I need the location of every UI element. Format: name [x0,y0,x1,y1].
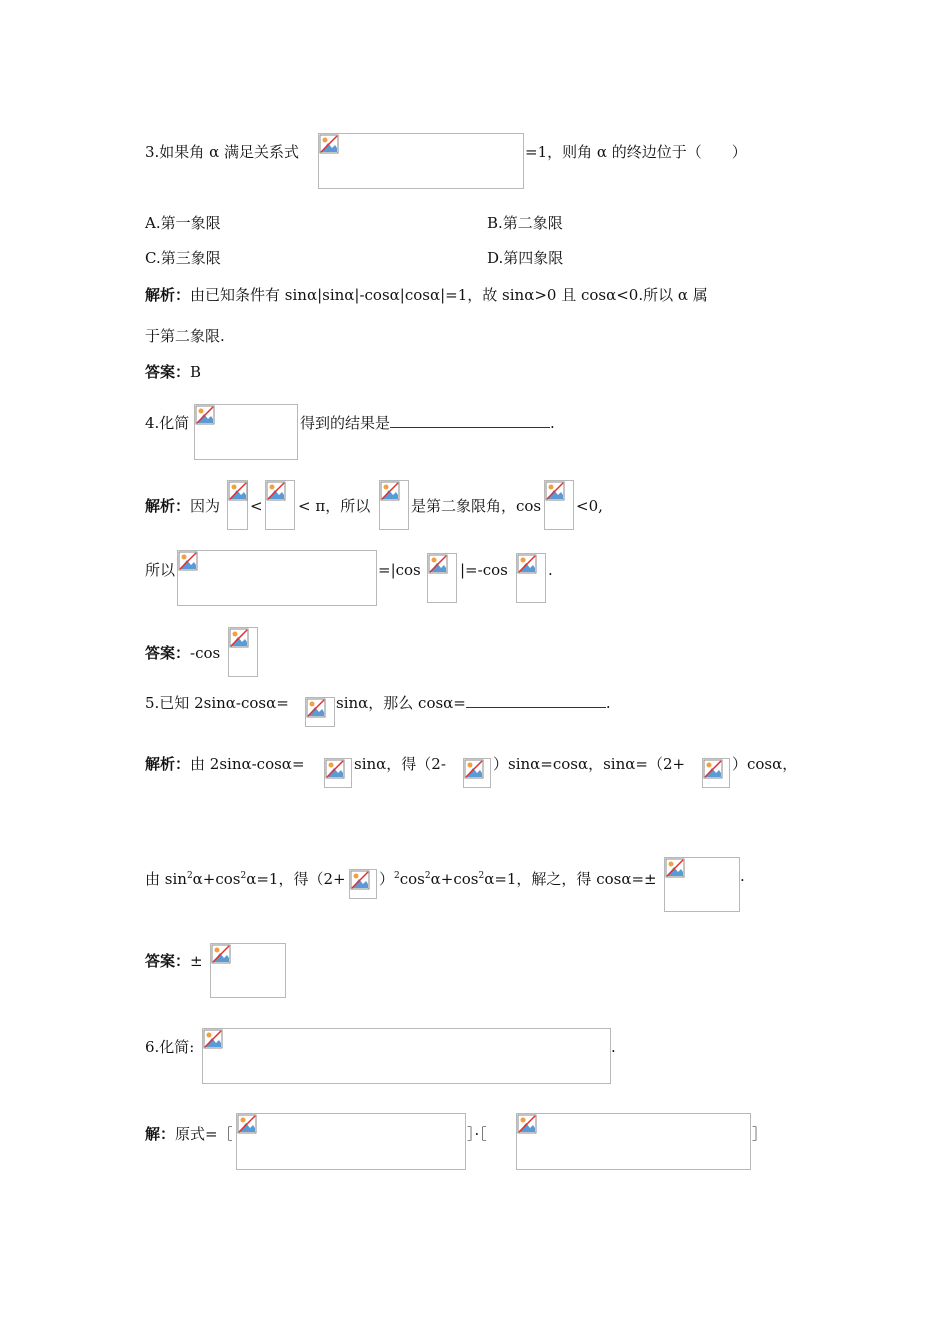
answer-label: 答案： [145,363,191,381]
q6-solution [145,1124,233,1144]
formula-image [318,133,524,189]
exponent: 2 [478,871,485,881]
answer-label: 答案： [145,952,191,970]
analysis-text: <0, [576,497,603,515]
solution-text: 原式=［ [175,1125,233,1143]
analysis-text: |=-cos [460,561,508,579]
q3-stem-a: 3.如果角 α 满足关系式 [145,143,299,161]
analysis-text: 是第二象限角，cos [411,497,542,515]
exponent: 2 [424,871,431,881]
q5-stem-a: 5.已知 2sinα-cosα= [145,694,289,712]
q3-option-d: D.第四象限 [487,249,564,267]
q6-stem: 6.化简: [145,1038,195,1056]
analysis-text: 因为 [190,497,221,515]
q5-analysis-line1 [145,754,305,774]
analysis-label: 解析： [145,755,191,773]
solution-text: ］·［ [467,1125,487,1143]
q6-stem-end: . [611,1038,616,1056]
q5-analysis-line2 [145,866,346,889]
analysis-text: < [250,497,263,515]
analysis-text: α+cos [192,870,241,888]
q5-stem-text: sinα，那么 cosα= [336,694,466,712]
answer-label: 答案： [145,644,191,662]
q3-analysis-line2: 于第二象限. [145,327,225,345]
analysis-text: 所以 [145,561,176,579]
q4-answer [145,643,220,663]
q5-answer [145,951,203,971]
q3-analysis-line1 [145,285,708,305]
answer-value: ± [190,952,203,970]
formula-image [236,1113,466,1170]
analysis-text: . [548,561,553,579]
q3-stem-b: =1，则角 α 的终边位于（ ） [525,143,747,161]
formula-image [202,1028,611,1084]
analysis-text: =|cos [378,561,421,579]
formula-image [177,550,377,606]
q3-option-a: A.第一象限 [145,214,221,232]
formula-image [305,697,335,727]
formula-image [349,869,377,899]
analysis-text: sinα，得（2- [354,755,446,773]
analysis-text: cos [399,870,425,888]
answer-value: B [190,363,202,381]
solution-text: ］ [752,1125,768,1143]
exponent: 2 [240,871,247,881]
formula-image [227,480,248,530]
exponent: 2 [186,871,193,881]
analysis-text: . [740,867,745,885]
answer-value: -cos [190,644,221,662]
q3-option-b: B.第二象限 [487,214,563,232]
analysis-text: ）cosα， [732,755,798,773]
analysis-text: 由 sin [145,870,187,888]
formula-image [265,480,295,530]
q4-stem-text: 得到的结果是 [300,414,391,432]
answer-blank [390,413,550,428]
q5-stem-b [336,693,611,713]
formula-image [516,1113,751,1170]
formula-image [516,553,546,603]
formula-image [210,943,286,998]
solution-label: 解： [145,1125,176,1143]
q4-stem-end: . [550,414,555,432]
formula-image [463,758,491,788]
analysis-text: α=1，解之，得 cosα=± [484,870,657,888]
q4-stem-b [300,413,555,433]
analysis-text: α+cos [430,870,479,888]
analysis-text: ） [379,870,395,888]
answer-blank [466,693,606,708]
exponent: 2 [394,871,400,881]
analysis-text: ）sinα=cosα，sinα=（2+ [493,755,686,773]
q5-stem-end: . [605,694,611,712]
formula-image [427,553,457,603]
q4-stem-a: 4.化简 [145,414,190,432]
analysis-text: 由已知条件有 sinα|sinα|-cosα|cosα|=1，故 sinα>0 且 cosα<0.所以 α 属 [190,286,708,304]
analysis-text: α=1，得（2+ [246,870,346,888]
q5-analysis-line2b [379,866,657,889]
analysis-label: 解析： [145,286,191,304]
formula-image [194,404,298,460]
analysis-text: 由 2sinα-cosα= [190,755,305,773]
q3-answer [145,362,201,382]
q3-option-c: C.第三象限 [145,249,221,267]
formula-image [702,758,730,788]
formula-image [379,480,409,530]
q4-analysis-label [145,496,220,516]
analysis-label: 解析： [145,497,191,515]
formula-image [228,627,258,677]
formula-image [664,857,740,912]
formula-image [544,480,574,530]
formula-image [324,758,352,788]
analysis-text: < π，所以 [298,497,371,515]
